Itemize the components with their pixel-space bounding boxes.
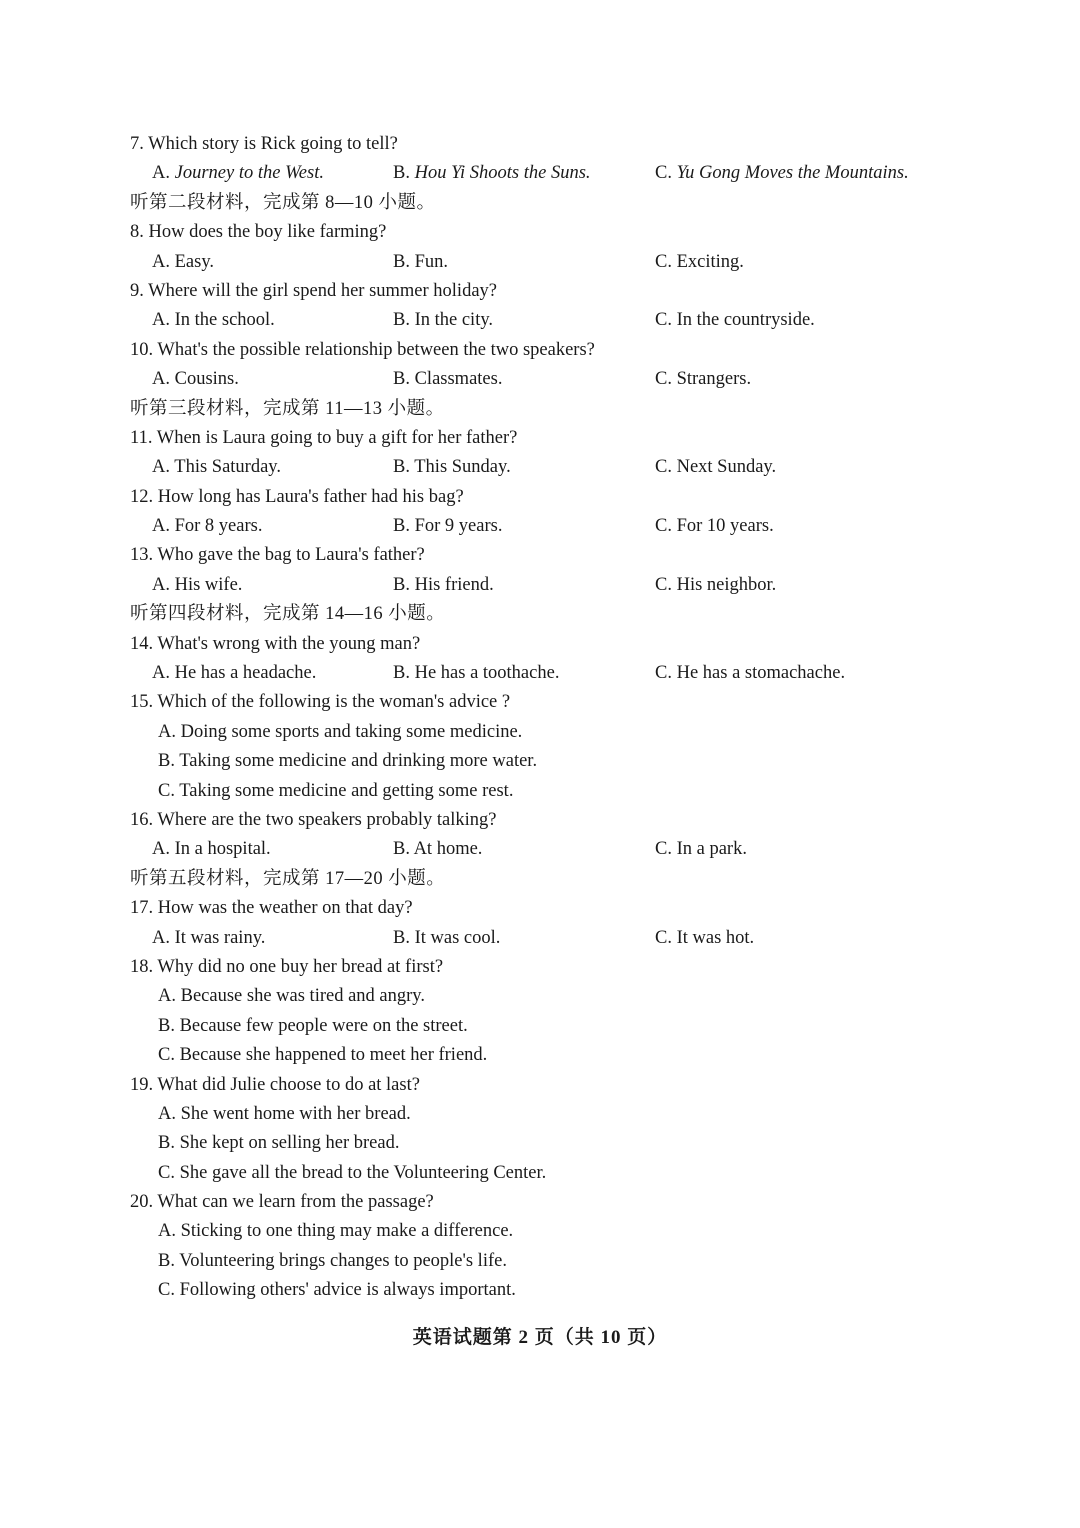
answer-option-c	[655, 659, 845, 688]
section-instruction: 听第三段材料，完成第 11—13 小题。	[130, 398, 445, 419]
answer-option-a	[152, 924, 265, 953]
option-text: B. This Sunday.	[393, 457, 511, 478]
section-instruction: 听第四段材料，完成第 14—16 小题。	[130, 604, 446, 625]
question-list	[0, 130, 1080, 1306]
question-stem: 14. What's wrong with the young man?	[130, 633, 421, 654]
answer-option-a	[152, 365, 239, 394]
options-row	[0, 365, 1080, 394]
answer-option: C. Because she happened to meet her friend.	[158, 1045, 488, 1066]
answer-option-c	[655, 924, 754, 953]
option-title: Yu Gong Moves the Mountains.	[676, 163, 909, 184]
option-text: B. Classmates.	[393, 369, 503, 390]
answer-option-a	[152, 453, 281, 482]
option-text: C. Strangers.	[655, 369, 752, 390]
option-text: C. In a park.	[655, 839, 747, 860]
option-text: C. Exciting.	[655, 251, 744, 272]
option-text: B. Fun.	[393, 251, 449, 272]
option-text: A. In a hospital.	[152, 839, 271, 860]
answer-option: C. She gave all the bread to the Volunteering Center.	[158, 1162, 547, 1183]
question-stem: 12. How long has Laura's father had his bag?	[130, 486, 464, 507]
option-text: A. It was rainy.	[152, 927, 266, 948]
option-text: C. Next Sunday.	[655, 457, 777, 478]
answer-option-a	[152, 659, 316, 688]
option-text: A. Cousins.	[152, 369, 239, 390]
option-text: C.	[655, 163, 677, 184]
answer-option-b	[393, 248, 448, 277]
answer-option: A. Doing some sports and taking some medicine.	[158, 721, 523, 742]
options-row	[0, 453, 1080, 482]
answer-option-b	[393, 365, 502, 394]
answer-option-a	[152, 306, 275, 335]
option-text: A. This Saturday.	[152, 457, 281, 478]
question-stem: 16. Where are the two speakers probably talking?	[130, 809, 497, 830]
answer-option-b	[393, 453, 511, 482]
answer-option-a	[152, 248, 214, 277]
options-row	[0, 512, 1080, 541]
option-text: B. At home.	[393, 839, 483, 860]
question-stem: 11. When is Laura going to buy a gift for her father?	[130, 427, 518, 448]
answer-option-c	[655, 453, 776, 482]
answer-option: A. Sticking to one thing may make a difference.	[158, 1221, 514, 1242]
question-stem: 18. Why did no one buy her bread at first?	[130, 956, 444, 977]
answer-option-b	[393, 512, 502, 541]
answer-option: B. Because few people were on the street.	[158, 1015, 468, 1036]
page-footer: 英语试题第 2 页（共 10 页）	[412, 1327, 668, 1348]
options-row	[0, 306, 1080, 335]
answer-option-c	[655, 365, 751, 394]
options-row	[0, 248, 1080, 277]
option-text: C. For 10 years.	[655, 516, 774, 537]
question-stem: 8. How does the boy like farming?	[130, 222, 387, 243]
answer-option-c	[655, 571, 776, 600]
question-stem: 13. Who gave the bag to Laura's father?	[130, 545, 425, 566]
question-stem: 7. Which story is Rick going to tell?	[130, 134, 398, 154]
option-text: C. In the countryside.	[655, 310, 815, 331]
answer-option: B. She kept on selling her bread.	[158, 1133, 400, 1154]
answer-option-c	[655, 835, 747, 864]
answer-option: A. She went home with her bread.	[158, 1103, 411, 1124]
answer-option: B. Volunteering brings changes to people's life.	[158, 1250, 507, 1271]
answer-option: C. Taking some medicine and getting some rest.	[158, 780, 514, 801]
option-text: B. His friend.	[393, 574, 494, 595]
answer-option-b	[393, 306, 493, 335]
answer-option-a	[152, 571, 242, 600]
question-stem: 20. What can we learn from the passage?	[130, 1192, 434, 1213]
option-text: A. His wife.	[152, 574, 243, 595]
option-text: B. It was cool.	[393, 927, 501, 948]
section-instruction: 听第五段材料，完成第 17—20 小题。	[130, 868, 446, 889]
option-text: C. He has a stomachache.	[655, 663, 846, 684]
question-stem: 17. How was the weather on that day?	[130, 898, 413, 919]
answer-option-a	[152, 512, 262, 541]
option-title: Journey to the West.	[174, 163, 324, 184]
option-text: B. He has a toothache.	[393, 663, 560, 684]
answer-option: B. Taking some medicine and drinking more water.	[158, 751, 538, 772]
answer-option-c	[655, 248, 744, 277]
answer-option: C. Following others' advice is always important.	[158, 1280, 516, 1301]
options-row	[0, 571, 1080, 600]
answer-option: A. Because she was tired and angry.	[158, 986, 425, 1007]
answer-option-c	[655, 512, 774, 541]
answer-option-c	[655, 306, 815, 335]
option-text: C. It was hot.	[655, 927, 755, 948]
option-title: Hou Yi Shoots the Suns.	[414, 163, 591, 184]
answer-option-a	[152, 835, 271, 864]
option-text: A. For 8 years.	[152, 516, 263, 537]
answer-option-b	[393, 571, 494, 600]
answer-option-b	[393, 924, 500, 953]
option-text: C. His neighbor.	[655, 574, 777, 595]
answer-option-b	[393, 159, 591, 188]
answer-option-b	[393, 835, 482, 864]
question-stem: 15. Which of the following is the woman's advice ?	[130, 692, 511, 713]
answer-option-b	[393, 659, 559, 688]
option-text: A.	[152, 163, 175, 184]
answer-option-c	[655, 159, 909, 188]
question-stem: 10. What's the possible relationship between the two speakers?	[130, 339, 595, 360]
section-instruction: 听第二段材料，完成第 8—10 小题。	[130, 192, 436, 213]
options-row	[0, 159, 1080, 188]
option-text: B. In the city.	[393, 310, 494, 331]
question-stem: 19. What did Julie choose to do at last?	[130, 1074, 420, 1095]
options-row	[0, 659, 1080, 688]
option-text: A. Easy.	[152, 251, 214, 272]
option-text: A. He has a headache.	[152, 663, 317, 684]
option-text: A. In the school.	[152, 310, 275, 331]
question-stem: 9. Where will the girl spend her summer holiday?	[130, 280, 497, 301]
option-text: B. For 9 years.	[393, 516, 503, 537]
answer-option-a	[152, 159, 324, 188]
option-text: B.	[393, 163, 415, 184]
options-row	[0, 835, 1080, 864]
options-row	[0, 924, 1080, 953]
